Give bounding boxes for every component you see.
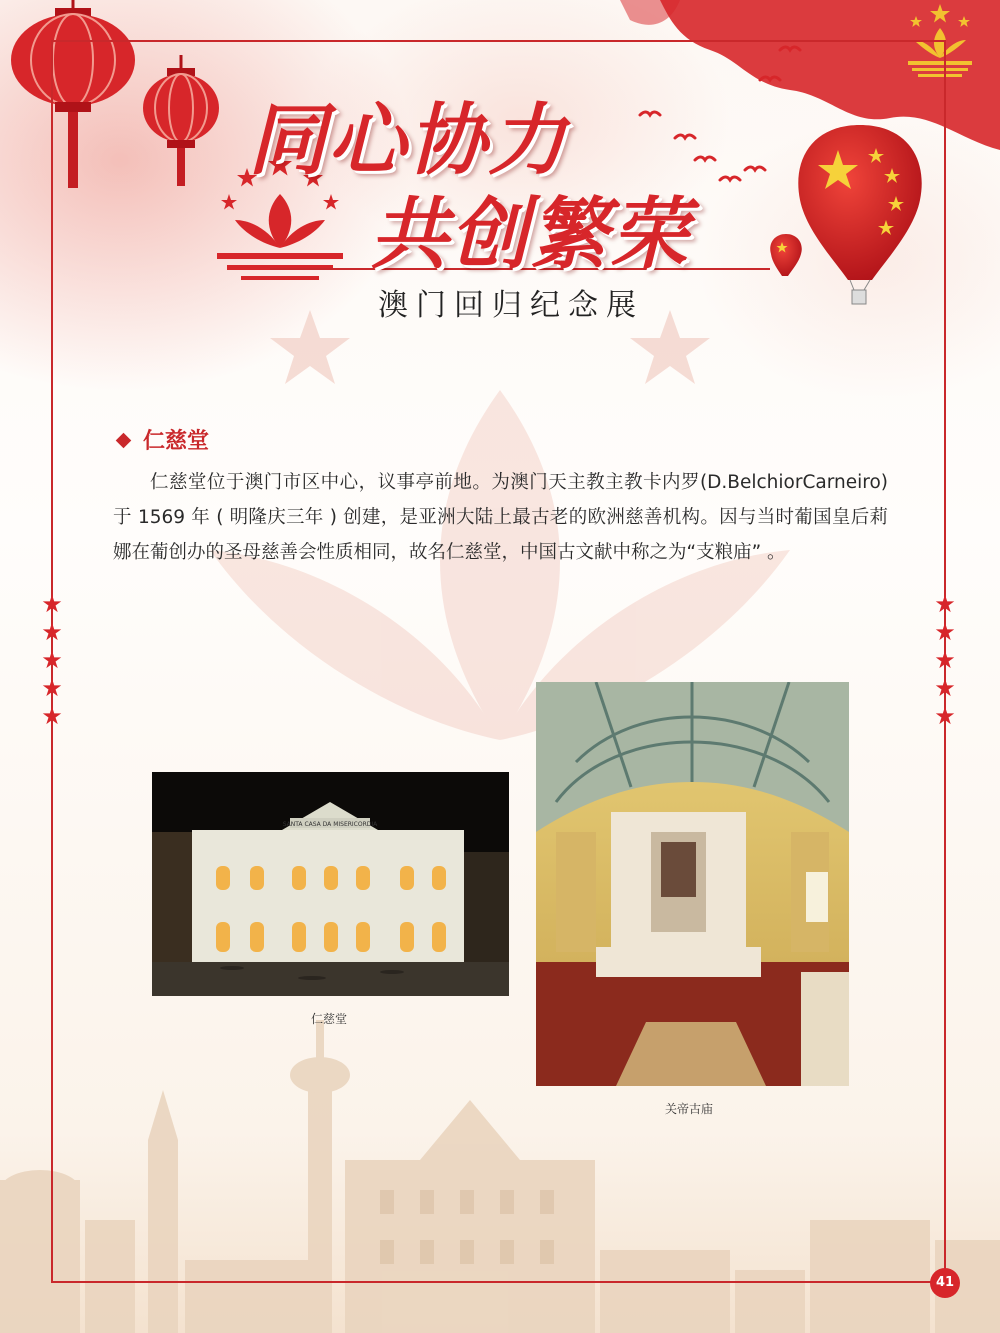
star-icon: ★ <box>934 646 956 674</box>
star-icon: ★ <box>934 674 956 702</box>
section-heading-text: 仁慈堂 <box>143 429 210 454</box>
section-paragraph: 仁慈堂位于澳门市区中心，议事亭前地。为澳门天主教主教卡内罗(D.BelchiorCarneiro) 于 1569 年 ( 明隆庆三年 ) 创建，是亚洲大陆上最古老的欧洲慈善机构。因与当时葡国皇后莉娜在葡创办的圣母慈善会性质相同，故名仁慈堂，中国古文献中称之为“支粮庙” 。 <box>113 472 888 563</box>
santa-casa-facade-image <box>152 772 509 996</box>
right-stars-decoration <box>933 590 957 730</box>
star-icon: ★ <box>41 702 63 730</box>
facade-sign: SANTA CASA DA MISERICORDIA <box>282 821 378 828</box>
star-icon: ★ <box>934 618 956 646</box>
star-icon: ★ <box>934 590 956 618</box>
star-icon: ★ <box>41 590 63 618</box>
caption-right-photo: 关帝古庙 <box>665 1102 714 1116</box>
subtitle: 澳门回归纪念展 <box>378 288 644 323</box>
section-body <box>113 465 888 570</box>
star-icon: ★ <box>934 702 956 730</box>
left-stars-decoration <box>40 590 64 730</box>
title-line-1: 同心协力 <box>248 95 569 186</box>
title-line-2: 共创繁荣 <box>370 189 691 280</box>
church-interior-image <box>536 682 849 1086</box>
star-icon: ★ <box>41 674 63 702</box>
caption-left-photo: 仁慈堂 <box>311 1012 348 1026</box>
photo-church-interior <box>536 682 849 1086</box>
star-icon: ★ <box>41 618 63 646</box>
photo-santa-casa <box>152 772 509 996</box>
page-number: 41 <box>930 1268 960 1298</box>
diamond-bullet-icon <box>116 433 132 449</box>
section-heading <box>118 424 209 455</box>
star-icon: ★ <box>41 646 63 674</box>
